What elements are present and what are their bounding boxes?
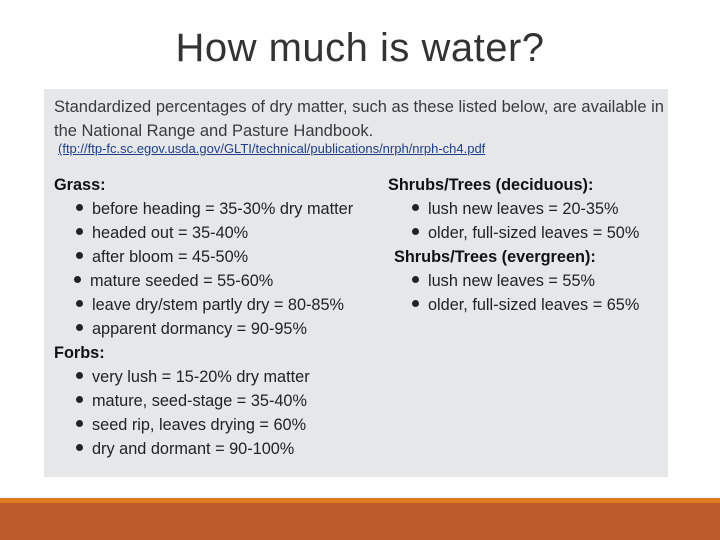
footer-bar xyxy=(0,503,720,540)
left-column xyxy=(54,173,384,461)
bullet-icon xyxy=(76,372,83,379)
list-item: mature seeded = 55-60% xyxy=(54,269,384,293)
bullet-icon xyxy=(76,252,83,259)
list-item: headed out = 35-40% xyxy=(54,221,384,245)
slide-title: How much is water? xyxy=(175,26,545,70)
list-item: dry and dormant = 90-100% xyxy=(54,437,384,461)
bullet-icon xyxy=(76,444,83,451)
list-item: after bloom = 45-50% xyxy=(54,245,384,269)
content-panel xyxy=(44,89,668,477)
grass-heading: Grass: xyxy=(54,176,106,194)
evergreen-heading: Shrubs/Trees (evergreen): xyxy=(394,248,596,266)
bullet-icon xyxy=(412,300,419,307)
deciduous-heading: Shrubs/Trees (deciduous): xyxy=(388,176,594,194)
list-item: before heading = 35-30% dry matter xyxy=(54,197,384,221)
list-item: mature, seed-stage = 35-40% xyxy=(54,389,384,413)
bullet-icon xyxy=(412,228,419,235)
forbs-heading: Forbs: xyxy=(54,344,105,362)
list-item: older, full-sized leaves = 65% xyxy=(388,293,668,317)
bullet-icon xyxy=(74,276,81,283)
bullet-icon xyxy=(76,396,83,403)
bullet-icon xyxy=(76,228,83,235)
list-item: apparent dormancy = 90-95% xyxy=(54,317,384,341)
intro-text: Standardized percentages of dry matter, such as these listed below, are available in the National Range and Pasture Handbook. xyxy=(54,98,664,140)
handbook-link[interactable]: (ftp://ftp-fc.sc.egov.usda.gov/GLTI/technical/publications/nrph/nrph-ch4.pdf xyxy=(58,141,486,156)
list-item: lush new leaves = 20-35% xyxy=(388,197,668,221)
bullet-icon xyxy=(76,300,83,307)
bullet-icon xyxy=(412,276,419,283)
list-item: older, full-sized leaves = 50% xyxy=(388,221,668,245)
bullet-icon xyxy=(76,204,83,211)
list-item: seed rip, leaves drying = 60% xyxy=(54,413,384,437)
bullet-icon xyxy=(76,324,83,331)
list-item: leave dry/stem partly dry = 80-85% xyxy=(54,293,384,317)
list-item: very lush = 15-20% dry matter xyxy=(54,365,384,389)
bullet-icon xyxy=(76,420,83,427)
right-column xyxy=(388,173,668,317)
bullet-icon xyxy=(412,204,419,211)
list-item: lush new leaves = 55% xyxy=(388,269,668,293)
